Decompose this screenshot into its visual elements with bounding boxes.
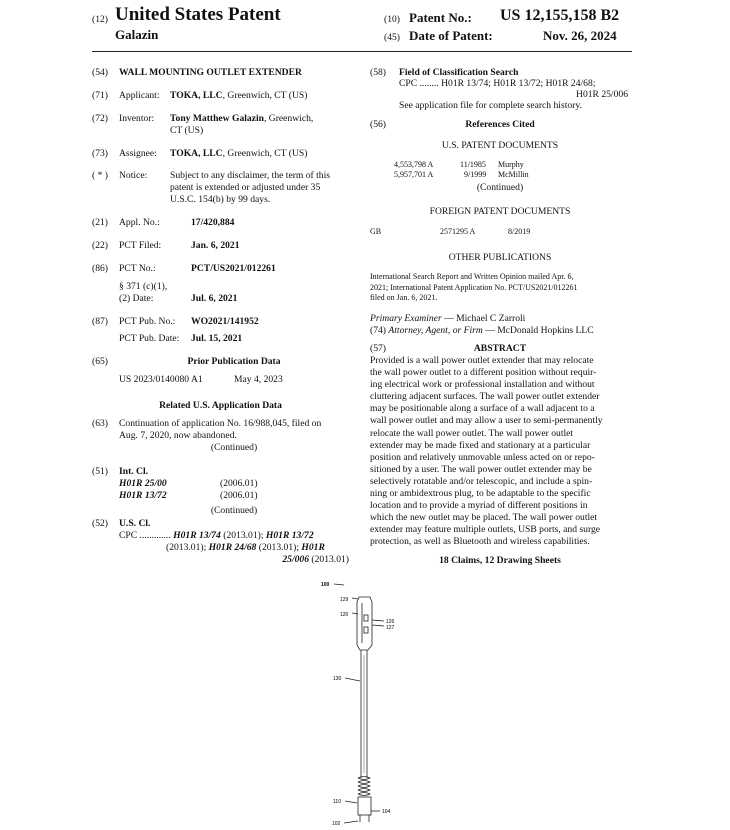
inventor-location-2: CT (US) <box>170 125 204 136</box>
notice-text <box>170 170 350 206</box>
cpc-dots: ............. <box>139 530 171 541</box>
pct-no-label: PCT No.: <box>119 263 156 274</box>
ref-date: 9/1999 <box>464 170 487 179</box>
claims-summary: 18 Claims, 12 Drawing Sheets <box>439 555 561 566</box>
outlet-slot <box>364 627 368 633</box>
int-cl-version: (2006.01) <box>220 490 258 501</box>
abstract-line: may be positionable along a surface of a wall adjacent to a <box>370 403 595 415</box>
abstract-text <box>370 355 628 549</box>
pct-filed-date: Jan. 6, 2021 <box>191 240 240 251</box>
ref-label-129: 129 <box>340 597 349 603</box>
s371-date: Jul. 6, 2021 <box>191 293 238 304</box>
pct-no: PCT/US2021/012261 <box>191 263 276 274</box>
examiner-label: Primary Examiner <box>370 313 442 324</box>
inventor-value <box>170 113 313 125</box>
foreign-date: 8/2019 <box>508 227 531 236</box>
notice-line: U.S.C. 154(b) by 99 days. <box>170 194 271 205</box>
leader-line <box>352 598 358 599</box>
leader-line <box>344 821 358 823</box>
int-cl-label: Int. Cl. <box>119 466 149 477</box>
assignee-value <box>170 148 307 160</box>
continuation-text: Continuation of application No. 16/988,045, filed on <box>119 418 322 429</box>
s371-date-label: (2) Date: <box>119 293 154 304</box>
abstract-heading: ABSTRACT <box>473 343 527 354</box>
foreign-patent-no: 2571295 A <box>440 227 476 236</box>
ref-name: Murphy <box>498 160 524 169</box>
inventor-name: Tony Matthew Galazin <box>170 113 264 124</box>
patent-no-label: Patent No.: <box>409 10 472 25</box>
pct-pub-date-label: PCT Pub. Date: <box>119 333 180 344</box>
ref-label-104: 104 <box>382 809 391 815</box>
date-of-patent: Nov. 26, 2024 <box>543 28 617 43</box>
field-search-cpc: H01R 25/006 <box>576 89 628 100</box>
field-search-note: See application file for complete search history. <box>399 100 582 111</box>
inventor-surname: Galazin <box>115 27 159 42</box>
outlet-slot <box>364 615 368 621</box>
abstract-line: location and to provide a myriad of different positions in <box>370 500 588 512</box>
field-code: (21) <box>92 217 108 228</box>
field-search-cpc: CPC ........ H01R 13/74; H01R 13/72; H01R 24/68; <box>399 78 596 89</box>
foreign-country: GB <box>370 227 382 236</box>
assignee-location: , Greenwich, CT (US) <box>222 148 308 159</box>
other-pubs-line: 2021; International Patent Application No. PCT/US2021/012261 <box>370 282 578 292</box>
ref-label-120: 120 <box>340 612 349 618</box>
ref-patent-no: 4,553,798 A <box>394 160 434 169</box>
leader-line <box>372 625 384 626</box>
field-search-heading: Field of Classification Search <box>399 67 519 78</box>
continued-note: (Continued) <box>476 182 524 193</box>
appl-no-label: Appl. No.: <box>119 217 160 228</box>
references-heading: References Cited <box>465 119 535 130</box>
housing-top <box>357 597 372 650</box>
invention-title: WALL MOUNTING OUTLET EXTENDER <box>119 67 302 78</box>
coil <box>358 777 370 796</box>
cpc-line-3 <box>282 554 349 566</box>
ref-label-130: 130 <box>333 676 342 682</box>
field-code: ( * ) <box>92 170 108 181</box>
leader-line <box>345 678 360 681</box>
other-pubs-heading: OTHER PUBLICATIONS <box>448 252 552 263</box>
cpc-version: (2013.01) <box>309 554 349 565</box>
field-code: (72) <box>92 113 108 124</box>
front-page-drawing <box>300 575 430 830</box>
other-pubs-line: International Search Report and Written Opinion mailed Apr. 6, <box>370 272 574 281</box>
field-code: (56) <box>370 119 386 130</box>
other-pubs-text <box>370 272 630 304</box>
header-rule <box>92 51 632 52</box>
cpc-class: H01R <box>301 542 325 553</box>
leader-line <box>345 801 357 803</box>
field-code: (52) <box>92 518 108 529</box>
us-docs-heading: U.S. PATENT DOCUMENTS <box>441 140 559 151</box>
abstract-line: ning or ambidextrous plug, to be adaptable to the specific <box>370 488 591 500</box>
foreign-docs-heading: FOREIGN PATENT DOCUMENTS <box>429 206 571 217</box>
ref-name: McMillin <box>498 170 529 179</box>
abstract-line: wall power outlet and may allow a user to semi-permanently <box>370 415 603 427</box>
abstract-line: the wall power outlet to a different position without requir- <box>370 367 597 379</box>
cpc-line-1 <box>119 530 314 542</box>
examiner-line <box>370 313 525 325</box>
abstract-line: selectively rotatable and/or telescopic, and include a spin- <box>370 475 593 487</box>
abstract-line: extender may feature multiple outlets, USB ports, and surge <box>370 524 601 536</box>
leader-line <box>334 584 344 585</box>
cpc-version: (2013.01); <box>220 530 266 541</box>
abstract-line: Provided is a wall power outlet extender that may relocate <box>370 355 594 366</box>
cpc-class: H01R 24/68 <box>208 542 257 553</box>
leader-line <box>372 620 384 621</box>
cpc-version: (2013.01); <box>256 542 302 553</box>
inventor-location: , Greenwich, <box>264 113 314 124</box>
abstract-line: position and relatively unmovable unless acted on or repo- <box>370 451 595 463</box>
abstract-line: cluttering adjacent surfaces. The wall power outlet extender <box>370 391 600 403</box>
int-cl-class: H01R 13/72 <box>119 490 167 501</box>
assignee-name: TOKA, LLC <box>170 148 223 159</box>
notice-label: Notice: <box>119 170 148 181</box>
attorney-name: — McDonald Hopkins LLC <box>482 325 594 336</box>
pct-pub-no: WO2021/141952 <box>191 316 259 327</box>
field-code: (63) <box>92 418 108 429</box>
us-cl-label: U.S. Cl. <box>119 518 151 529</box>
inventor-label: Inventor: <box>119 113 155 124</box>
applicant-name: TOKA, LLC <box>170 90 223 101</box>
ref-date: 11/1985 <box>460 160 486 169</box>
examiner-name: — Michael C Zarroli <box>441 313 526 324</box>
abstract-line: which the new outlet may be placed. The wall power outlet <box>370 512 598 524</box>
ref-label-102: 102 <box>332 821 341 827</box>
field-code: (58) <box>370 67 386 78</box>
field-code: (71) <box>92 90 108 101</box>
applicant-value <box>170 90 307 102</box>
cpc-label: CPC <box>119 530 138 541</box>
notice-line: Subject to any disclaimer, the term of this <box>170 170 331 181</box>
patent-number: US 12,155,158 B2 <box>500 7 620 24</box>
ref-label-110: 110 <box>333 799 341 805</box>
abstract-line: protection, as well as Bluetooth and wireless capabilities. <box>370 536 590 548</box>
abstract-line: sitioned by a user. The wall power outlet extender may be <box>370 463 592 475</box>
applicant-location: , Greenwich, CT (US) <box>222 90 308 101</box>
continuation-text: Aug. 7, 2020, now abandoned. <box>119 430 237 441</box>
cpc-line-2 <box>166 542 325 554</box>
field-code: (51) <box>92 466 108 477</box>
patent-no-code: (10) <box>384 14 400 25</box>
attorney-line <box>370 325 594 337</box>
related-app-heading: Related U.S. Application Data <box>159 400 282 411</box>
pct-pub-date: Jul. 15, 2021 <box>191 333 243 344</box>
appl-no: 17/420,884 <box>191 217 235 228</box>
abstract-line: relocate the wall power outlet. The wall power outlet <box>370 427 574 439</box>
continued-note: (Continued) <box>210 442 258 453</box>
abstract-line: ing electrical work or professional installation and without <box>370 379 595 391</box>
field-code: (54) <box>92 67 108 78</box>
base-plug <box>358 797 371 815</box>
continued-note: (Continued) <box>210 505 258 516</box>
prior-pub-date: May 4, 2023 <box>234 374 283 385</box>
cpc-class: 25/006 <box>282 554 310 565</box>
field-code: (57) <box>370 343 386 354</box>
field-code: (22) <box>92 240 108 251</box>
ref-label-127: 127 <box>386 625 395 631</box>
ref-patent-no: 5,957,701 A <box>394 170 434 179</box>
date-of-patent-label: Date of Patent: <box>409 28 493 43</box>
field-code: (65) <box>92 356 108 367</box>
abstract-line: extender may be made fixed and stationary at a particular <box>370 439 591 451</box>
field-code: (86) <box>92 263 108 274</box>
cpc-class: H01R 13/72 <box>265 530 314 541</box>
s371-label: § 371 (c)(1), <box>119 281 168 292</box>
cpc-version: (2013.01); <box>166 542 209 553</box>
field-code: (74) <box>370 325 386 336</box>
document-title: United States Patent <box>115 4 281 25</box>
pct-pub-no-label: PCT Pub. No.: <box>119 316 176 327</box>
ref-label-126: 126 <box>386 619 395 625</box>
attorney-label: Attorney, Agent, or Firm <box>388 325 483 336</box>
applicant-label: Applicant: <box>119 90 160 101</box>
kind-code: (12) <box>92 14 108 25</box>
date-code: (45) <box>384 32 400 43</box>
prior-pub-heading: Prior Publication Data <box>187 356 281 367</box>
assignee-label: Assignee: <box>119 148 157 159</box>
int-cl-version: (2006.01) <box>220 478 258 489</box>
ref-label-100: 100 <box>321 582 330 588</box>
int-cl-class: H01R 25/00 <box>119 478 167 489</box>
other-pubs-line: filed on Jan. 6, 2021. <box>370 293 438 302</box>
field-code: (73) <box>92 148 108 159</box>
cpc-class: H01R 13/74 <box>173 530 221 541</box>
notice-line: patent is extended or adjusted under 35 <box>170 182 321 193</box>
field-code: (87) <box>92 316 108 327</box>
pct-filed-label: PCT Filed: <box>119 240 162 251</box>
prior-pub-no: US 2023/0140080 A1 <box>119 374 203 385</box>
